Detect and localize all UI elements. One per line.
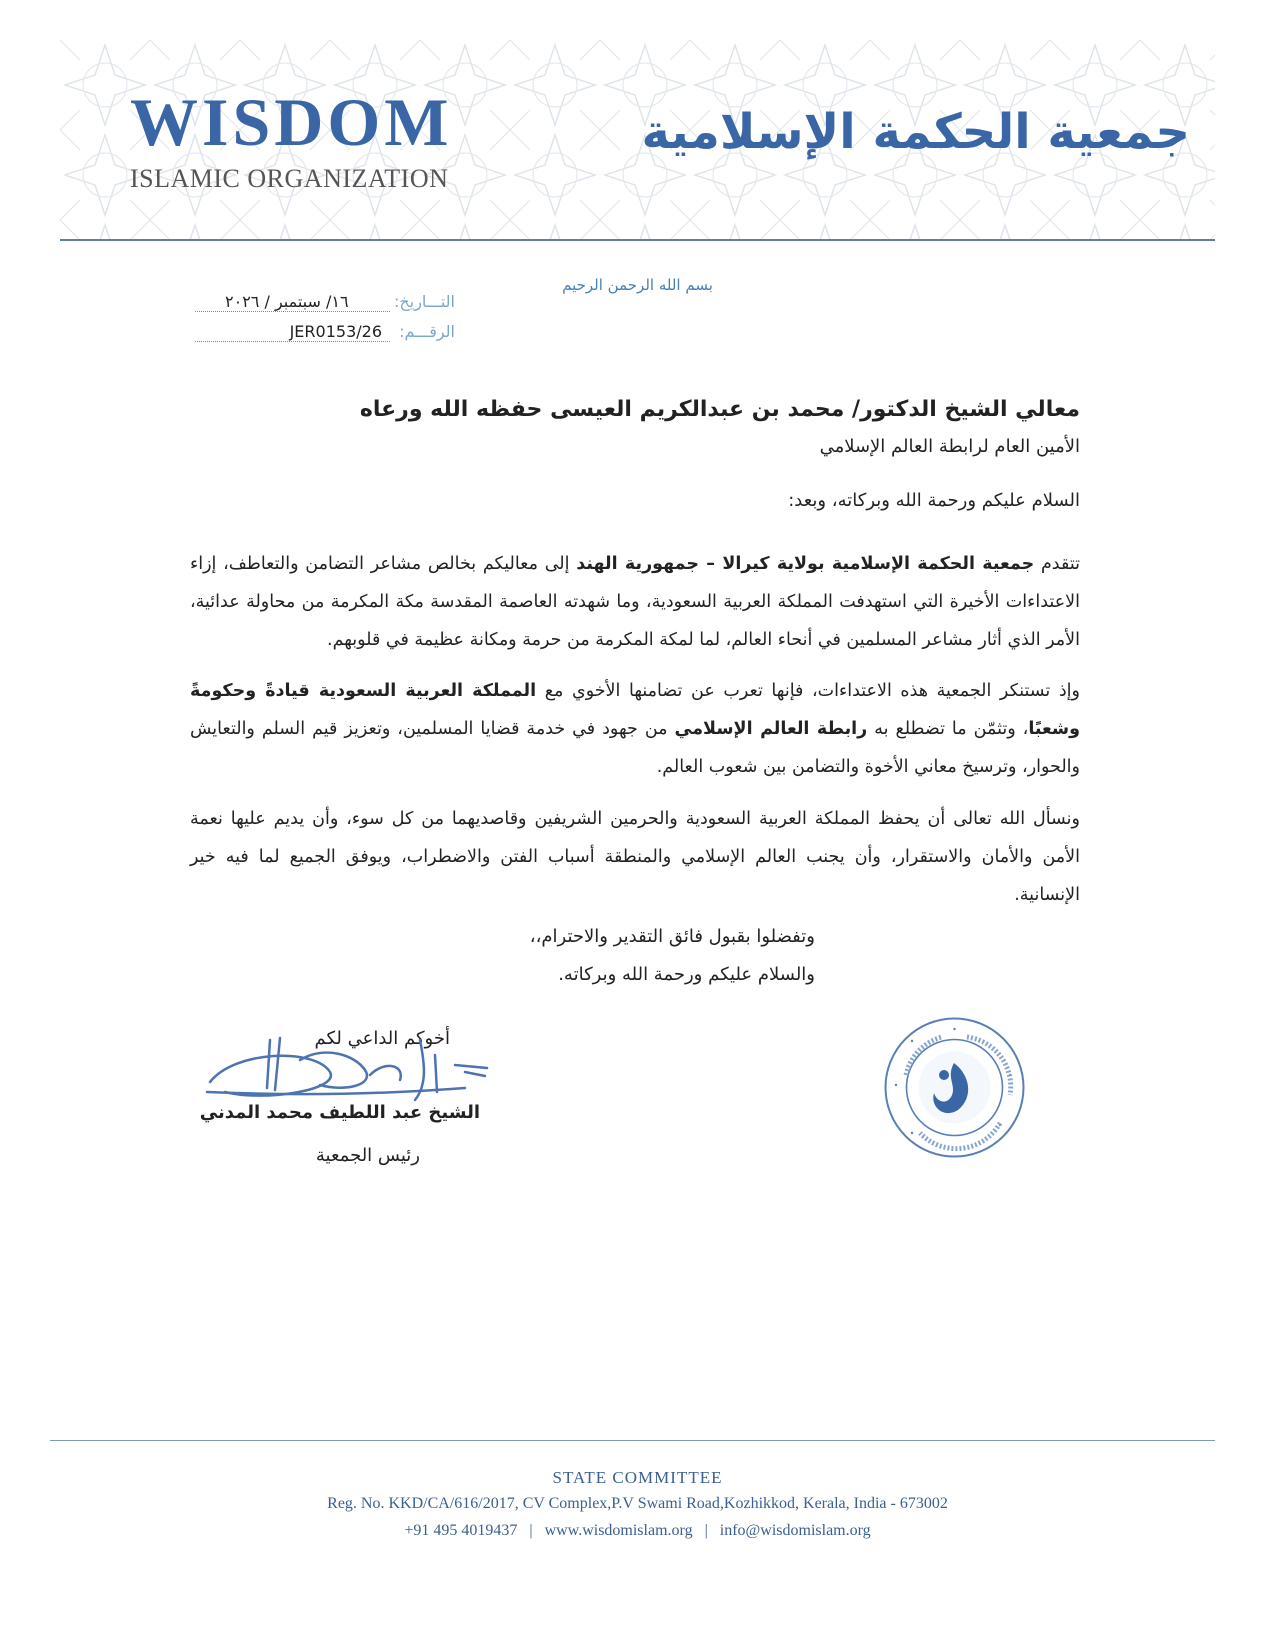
footer-separator: | [529,1522,533,1539]
recipient-name: معالي الشيخ الدكتور/ محمد بن عبدالكريم العيسى حفظه الله ورعاه [359,397,1080,422]
footer-website-link[interactable]: www.wisdomislam.org [544,1522,693,1539]
logo-wordmark: WISDOM [130,84,453,160]
footer-address: Reg. No. KKD/CA/616/2017, CV Complex,P.V Swami Road,Kozhikkod, Kerala, India - 673002 [327,1495,948,1512]
p2-text-mid: ، وتثمّن ما تضطلع به [867,719,1029,739]
recipient-title: الأمين العام لرابطة العالم الإسلامي [819,436,1080,457]
signatory-name: الشيخ عبد اللطيف محمد المدني [199,1102,480,1123]
footer-divider [50,1440,1215,1441]
reference-row [195,322,455,346]
arabic-organization-name: جمعية الحكمة الإسلامية [641,104,1190,160]
greeting: السلام عليكم ورحمة الله وبركاته، وبعد: [788,490,1080,511]
footer-committee: STATE COMMITTEE [552,1468,723,1487]
reference-label: الرقـــم: [399,322,455,341]
p1-text: تتقدم [1034,554,1080,574]
p2-bold-league: رابطة العالم الإسلامي [674,719,868,739]
p2-bold-saudi: المملكة العربية السعودية قيادةً وحكومةً وشعبًا [190,681,1080,739]
footer-email-link[interactable]: info@wisdomislam.org [719,1522,871,1539]
p1-text-end: إلى معاليكم بخالص مشاعر التضامن والتعاطف، إزاء الاعتداءات الأخيرة التي استهدفت المملكة العربية السعودية، وما شهدته العاصمة المقدسة مكة المكرمة من محاولة عدائية، الأمر الذي أثار مشاعر المسلمين في أنحاء العالم، لما لمكة المكرمة من حرمة ومكانة عظيمة في قلوبهم. [190,554,1080,650]
paragraph-1 [190,545,1080,659]
wisdom-logo [130,84,470,198]
paragraph-2 [190,672,1080,786]
reference-value: JER0153/26 [195,322,390,342]
organization-seal-stamp [882,1015,1027,1160]
date-value: ١٦/ سبتمبر / ٢٠٢٦ [195,292,390,312]
paragraph-3: ونسأل الله تعالى أن يحفظ المملكة العربية السعودية والحرمين الشريفين وقاصديهما من كل سوء، وأن يديم عليها نعمة الأمن والأمان والاستقرار، وأن يجنب العالم الإسلامي والمنطقة أسباب الفتن والاضطراب، ويوفق الجميع لما فيه خير الإنسانية. [190,809,1080,905]
logo-subtitle: ISLAMIC ORGANIZATION [130,164,449,193]
footer-contacts [0,1522,1275,1540]
closing-line-1: وتفضلوا بقبول فائق التقدير والاحترام،، [529,926,815,947]
header-divider [60,239,1215,241]
date-row [195,292,455,316]
closing-line-2: والسلام عليكم ورحمة الله وبركاته. [558,964,815,985]
p2-text-end: من جهود في خدمة قضايا المسلمين، وتعزيز قيم السلم والتعايش والحوار، وترسيخ معاني الأخوة والتضامن بين شعوب العالم. [190,719,1080,777]
p2-text: وإذ تستنكر الجمعية هذه الاعتداءات، فإنها تعرب عن تضامنها الأخوي مع [536,681,1080,701]
signatory-role: رئيس الجمعية [315,1145,420,1166]
footer-separator: | [704,1522,708,1539]
basmala: بسم الله الرحمن الرحيم [562,276,713,294]
p1-bold: جمعية الحكمة الإسلامية بولاية كيرالا – جمهورية الهند [576,554,1035,574]
date-label: التـــاريخ: [394,292,455,311]
signature-intro: أخوكم الداعي لكم [314,1028,450,1049]
footer-phone: +91 495 4019437 [404,1522,518,1539]
